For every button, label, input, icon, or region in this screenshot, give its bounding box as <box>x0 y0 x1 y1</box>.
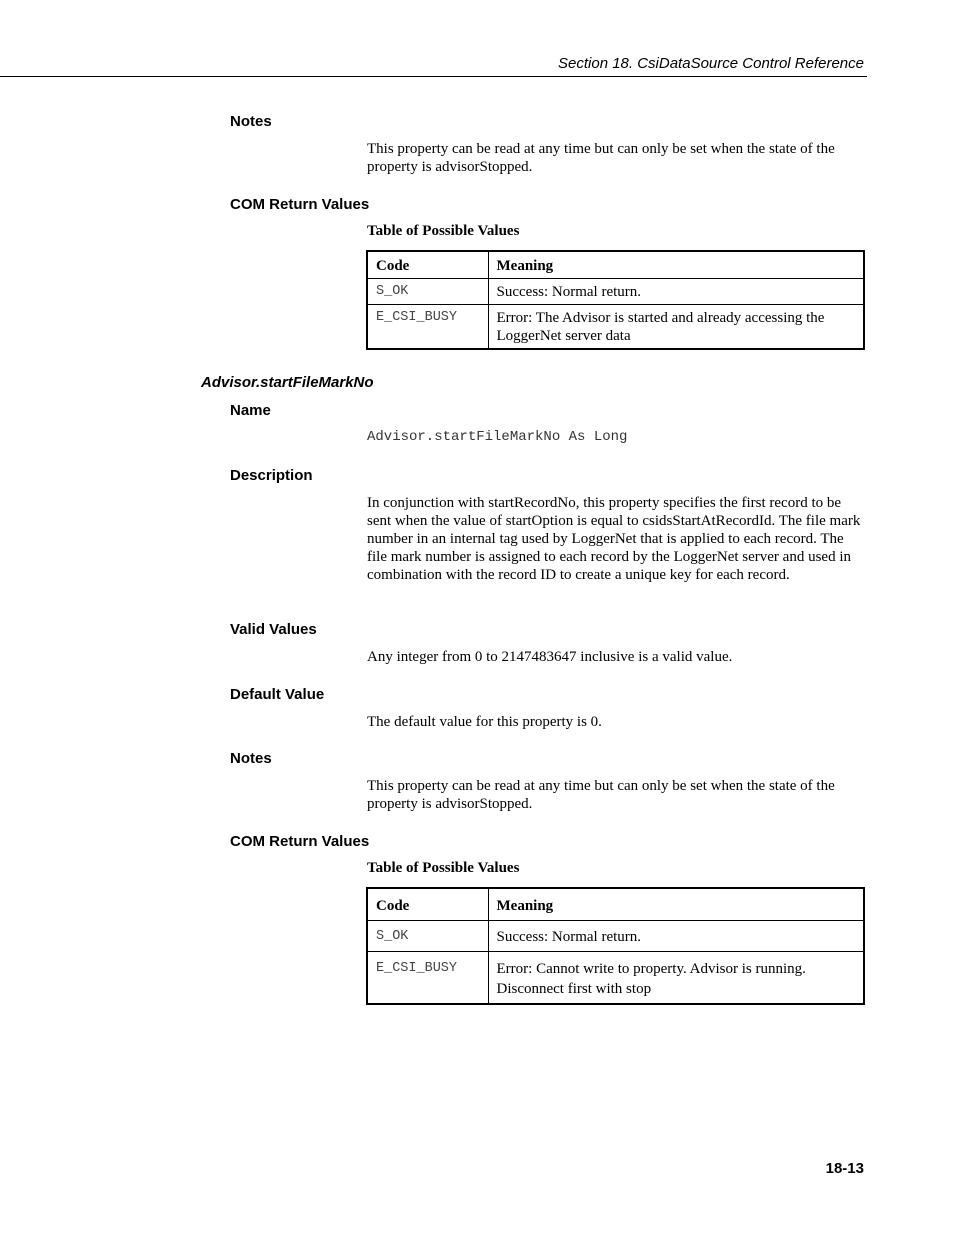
column-header-meaning: Meaning <box>488 888 864 921</box>
notes-text: This property can be read at any time but can only be set when the state of the property is advisorStopped. <box>367 778 835 812</box>
table-row <box>367 305 864 350</box>
table-header-row <box>367 251 864 279</box>
table-row <box>367 952 864 1005</box>
column-header-meaning: Meaning <box>488 251 864 279</box>
code-cell: S_OK <box>367 279 488 305</box>
property-title: Advisor.startFileMarkNo <box>201 374 374 391</box>
table-header-row <box>367 888 864 921</box>
valid-values-heading: Valid Values <box>230 621 317 638</box>
possible-values-table <box>366 887 865 1005</box>
table-row <box>367 279 864 305</box>
valid-values-text: Any integer from 0 to 2147483647 inclusive is a valid value. <box>367 649 733 665</box>
property-signature: Advisor.startFileMarkNo As Long <box>367 429 628 445</box>
code-cell: E_CSI_BUSY <box>367 305 488 350</box>
header-rule <box>0 76 867 77</box>
table-caption: Table of Possible Values <box>367 223 520 239</box>
com-return-values-heading: COM Return Values <box>230 833 370 850</box>
notes-heading: Notes <box>230 113 272 130</box>
meaning-cell: Success: Normal return. <box>488 279 864 305</box>
name-heading: Name <box>230 402 271 419</box>
possible-values-table <box>366 250 865 350</box>
table-row <box>367 921 864 952</box>
default-value-text: The default value for this property is 0. <box>367 714 602 730</box>
table-caption: Table of Possible Values <box>367 860 520 876</box>
page-number: 18-13 <box>825 1160 864 1177</box>
description-text: In conjunction with startRecordNo, this property specifies the first record to be sent when the value of startOption is equal to csidsStartAtRecordId. The file mark number in an internal tag used by LoggerNet that is applied to each record. The file mark number is assigned to each record by the LoggerNet server and used in combination with the record ID to create a unique key for each record. <box>367 495 861 583</box>
code-cell: S_OK <box>367 921 488 952</box>
default-value-heading: Default Value <box>230 686 325 703</box>
com-return-values-heading: COM Return Values <box>230 196 370 213</box>
column-header-code: Code <box>367 251 488 279</box>
description-heading: Description <box>230 467 313 484</box>
meaning-cell: Error: The Advisor is started and already accessing the LoggerNet server data <box>488 305 864 350</box>
code-cell: E_CSI_BUSY <box>367 952 488 1005</box>
meaning-cell: Error: Cannot write to property. Advisor is running. Disconnect first with stop <box>488 952 864 1005</box>
notes-text: This property can be read at any time but can only be set when the state of the property is advisorStopped. <box>367 141 835 175</box>
running-header: Section 18. CsiDataSource Control Reference <box>558 55 864 72</box>
notes-heading: Notes <box>230 750 272 767</box>
column-header-code: Code <box>367 888 488 921</box>
meaning-cell: Success: Normal return. <box>488 921 864 952</box>
